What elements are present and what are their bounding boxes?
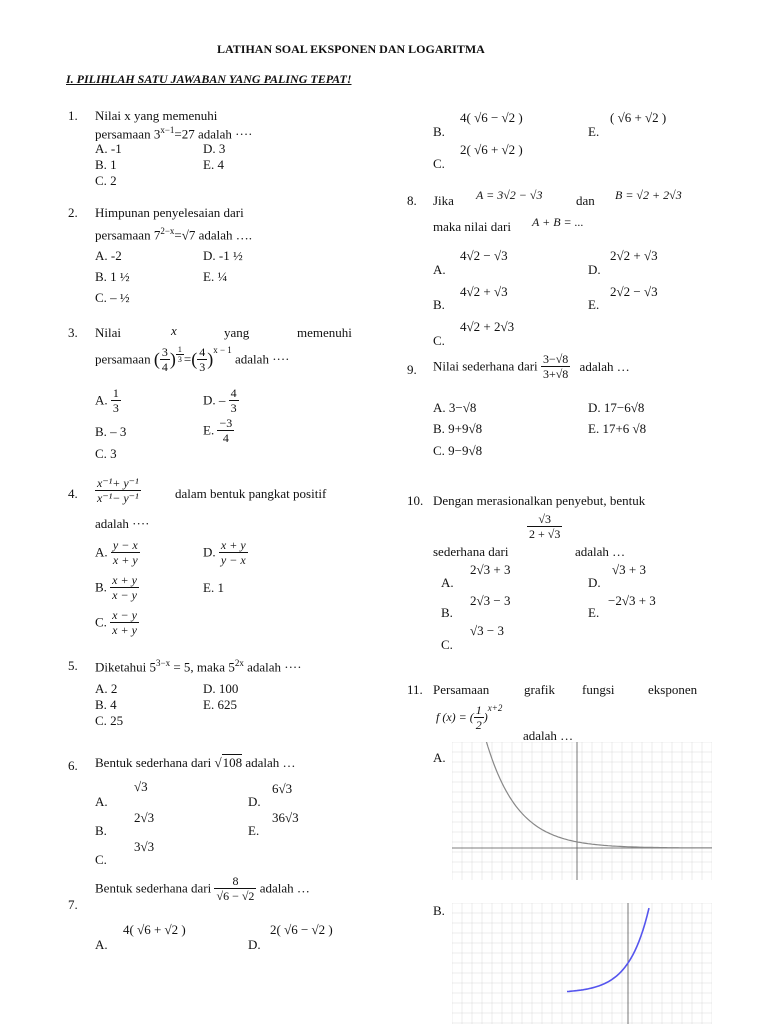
- q11-word-grafik: grafik: [524, 682, 556, 697]
- q11-word-persamaan: Persamaan: [433, 682, 490, 697]
- q4-option-e: E. 1: [203, 580, 224, 595]
- q5-number: 5.: [68, 658, 78, 673]
- q9-option-d: D. 17−6√8: [588, 400, 645, 415]
- q10-line2b: adalah …: [575, 544, 626, 559]
- q9-option-c: C. 9−9√8: [433, 443, 483, 458]
- q10-option-e-value: −2√3 + 3: [608, 593, 656, 608]
- q1-option-c: C. 2: [95, 173, 117, 188]
- q6-option-e-value: 36√3: [272, 810, 299, 825]
- q7-option-d-value: 2( √6 − √2 ): [270, 922, 333, 937]
- q7-option-a-value: 4( √6 + √2 ): [123, 922, 186, 937]
- q10-option-c-value: √3 − 3: [470, 623, 504, 638]
- q5-option-c: C. 25: [95, 713, 124, 728]
- q1-option-b: B. 1: [95, 157, 117, 172]
- q9-option-b: B. 9+9√8: [433, 421, 483, 436]
- q4-line1: dalam bentuk pangkat positif: [175, 486, 327, 501]
- q9-line1: Nilai sederhana dari $\frac{3-√8}{3+√8}$ adalah …: [433, 352, 630, 381]
- q4-option-b: B. $\frac{x + y}{x - y}$: [95, 573, 137, 602]
- q3-equation: persamaan ( $\frac{3}{4}$ ) $^{\frac{1}{3}}$ =( $\frac{4}{3}$ )$^{x - 1}$ adalah ····: [95, 345, 290, 374]
- q8-b-definition: B = √2 + 2√3: [615, 188, 682, 202]
- q2-line2: persamaan $7^{2-x}=√7$ adalah ….: [95, 226, 253, 243]
- q2-option-b: B. 1 ½: [95, 269, 130, 284]
- q7-line1: Bentuk sederhana dari $\frac{8}{√6 - √2}$ adalah …: [95, 874, 310, 903]
- q10-option-c-label: C.: [441, 637, 453, 652]
- q11-word-eksponen: eksponen: [648, 682, 698, 697]
- q4-option-d: D. $\frac{x + y}{y - x}$: [203, 538, 246, 567]
- q8-line2: maka nilai dari: [433, 219, 511, 234]
- q1-option-d: D. 3: [203, 141, 226, 156]
- q6-option-b-value: 2√3: [134, 810, 155, 825]
- q10-option-d-label: D.: [588, 575, 601, 590]
- q4-expression: $\frac{\text{x⁻¹+ y⁻¹}}{\text{x⁻¹− y⁻¹}}$: [97, 476, 139, 505]
- q8-a-definition: A = 3√2 − √3: [476, 188, 543, 202]
- q9-option-a: A. 3−√8: [433, 400, 477, 415]
- q4-number: 4.: [68, 486, 78, 501]
- q8-option-d-value: 2√2 + √3: [610, 248, 658, 263]
- q11-line2: adalah …: [523, 728, 574, 743]
- q1-line2: persamaan $3^{x-1}=27$ adalah ····: [95, 125, 253, 142]
- q7-option-b-value: 4( √6 − √2 ): [460, 110, 523, 125]
- q3-word-x: x: [171, 323, 177, 338]
- q2-option-c: C. – ½: [95, 290, 130, 305]
- q1-option-a: A. -1: [95, 141, 122, 156]
- q3-option-d: D. – $\frac{4}{3}$: [203, 386, 237, 415]
- q6-option-a-label: A.: [95, 794, 108, 809]
- q3-word-nilai: Nilai: [95, 325, 121, 340]
- q11-option-a-label: A.: [433, 750, 446, 765]
- q8-option-c-value: 4√2 + 2√3: [460, 319, 515, 334]
- q8-number: 8.: [407, 193, 417, 208]
- q7-option-c-label: C.: [433, 156, 445, 171]
- q6-option-a-value: √3: [134, 779, 148, 794]
- q11-option-b-label: B.: [433, 903, 445, 918]
- q8-dan: dan: [576, 193, 595, 208]
- q7-option-d-label: D.: [248, 937, 261, 952]
- q3-option-b: B. – 3: [95, 424, 127, 439]
- q10-line2: sederhana dari: [433, 544, 509, 559]
- q10-option-e-label: E.: [588, 605, 600, 620]
- q8-option-e-value: 2√2 − √3: [610, 284, 658, 299]
- q2-line1: Himpunan penyelesaian dari: [95, 205, 244, 220]
- q6-number: 6.: [68, 758, 78, 773]
- q4-line2: adalah ····: [95, 516, 150, 531]
- q11-graph-a: [452, 742, 712, 880]
- q7-option-c-value: 2( √6 + √2 ): [460, 142, 523, 157]
- q7-option-e-label: E.: [588, 124, 600, 139]
- q7-option-a-label: A.: [95, 937, 108, 952]
- q2-option-e: E. ¼: [203, 269, 228, 284]
- q2-number: 2.: [68, 205, 78, 220]
- q8-option-a-value: 4√2 − √3: [460, 248, 508, 263]
- graph-b-grid: [452, 903, 712, 1024]
- q11-number: 11.: [407, 682, 423, 697]
- q8-option-a-label: A.: [433, 262, 446, 277]
- q8-option-b-label: B.: [433, 297, 445, 312]
- q10-option-a-value: 2√3 + 3: [470, 562, 511, 577]
- page-title: LATIHAN SOAL EKSPONEN DAN LOGARITMA: [217, 42, 485, 56]
- q1-line1: Nilai x yang memenuhi: [95, 108, 218, 123]
- q7-number: 7.: [68, 897, 78, 912]
- q10-option-a-label: A.: [441, 575, 454, 590]
- q3-number: 3.: [68, 325, 78, 340]
- q11-word-fungsi: fungsi: [582, 682, 615, 697]
- q10-option-d-value: √3 + 3: [612, 562, 646, 577]
- q4-option-c: C. $\frac{x - y}{x + y}$: [95, 608, 137, 637]
- q6-option-c-label: C.: [95, 852, 107, 867]
- q2-option-d: D. -1 ½: [203, 248, 243, 263]
- q6-option-d-value: 6√3: [272, 781, 293, 796]
- q6-option-c-value: 3√3: [134, 839, 155, 854]
- q4-option-a: A. $\frac{y - x}{x + y}$: [95, 538, 138, 567]
- q5-line1: Diketahui $5^{3-x} = 5$, maka $5^{2x}$ adalah ····: [95, 658, 302, 675]
- q5-option-b: B. 4: [95, 697, 117, 712]
- q11-function: f (x) = ( $\frac{1}{2}$ )$^{x+2}$: [436, 703, 503, 732]
- q8-jika: Jika: [433, 193, 454, 208]
- q7-option-b-label: B.: [433, 124, 445, 139]
- q3-word-memenuhi: memenuhi: [297, 325, 352, 340]
- q8-option-e-label: E.: [588, 297, 600, 312]
- graph-a-grid: [452, 742, 712, 880]
- q10-option-b-value: 2√3 − 3: [470, 593, 511, 608]
- q5-option-e: E. 625: [203, 697, 237, 712]
- q8-option-d-label: D.: [588, 262, 601, 277]
- q9-option-e: E. 17+6 √8: [588, 421, 647, 436]
- q5-option-d: D. 100: [203, 681, 239, 696]
- q3-option-c: C. 3: [95, 446, 117, 461]
- q8-option-b-value: 4√2 + √3: [460, 284, 508, 299]
- q6-option-b-label: B.: [95, 823, 107, 838]
- graph-b-curve: [567, 908, 649, 991]
- q1-number: 1.: [68, 108, 78, 123]
- q7-option-e-value: ( √6 + √2 ): [610, 110, 667, 125]
- q3-option-a: A. $\frac{1}{3}$: [95, 386, 119, 415]
- q10-fraction: $\frac{√3}{2 + √3}$: [529, 512, 561, 541]
- q6-option-d-label: D.: [248, 794, 261, 809]
- q10-option-b-label: B.: [441, 605, 453, 620]
- q2-option-a: A. -2: [95, 248, 122, 263]
- q10-line1: Dengan merasionalkan penyebut, bentuk: [433, 493, 646, 508]
- q5-option-a: A. 2: [95, 681, 118, 696]
- section-heading: I. PILIHLAH SATU JAWABAN YANG PALING TEPAT!: [66, 72, 352, 86]
- q8-option-c-label: C.: [433, 333, 445, 348]
- q8-expression: A + B = ...: [532, 215, 584, 229]
- q3-word-yang: yang: [224, 325, 250, 340]
- q6-line1: Bentuk sederhana dari √108 adalah …: [95, 755, 296, 770]
- q1-option-e: E. 4: [203, 157, 224, 172]
- q3-option-e: E. $\frac{-3}{4}$: [203, 416, 233, 445]
- q6-option-e-label: E.: [248, 823, 260, 838]
- q9-number: 9.: [407, 362, 417, 377]
- q11-graph-b: [452, 903, 712, 1024]
- q10-number: 10.: [407, 493, 424, 508]
